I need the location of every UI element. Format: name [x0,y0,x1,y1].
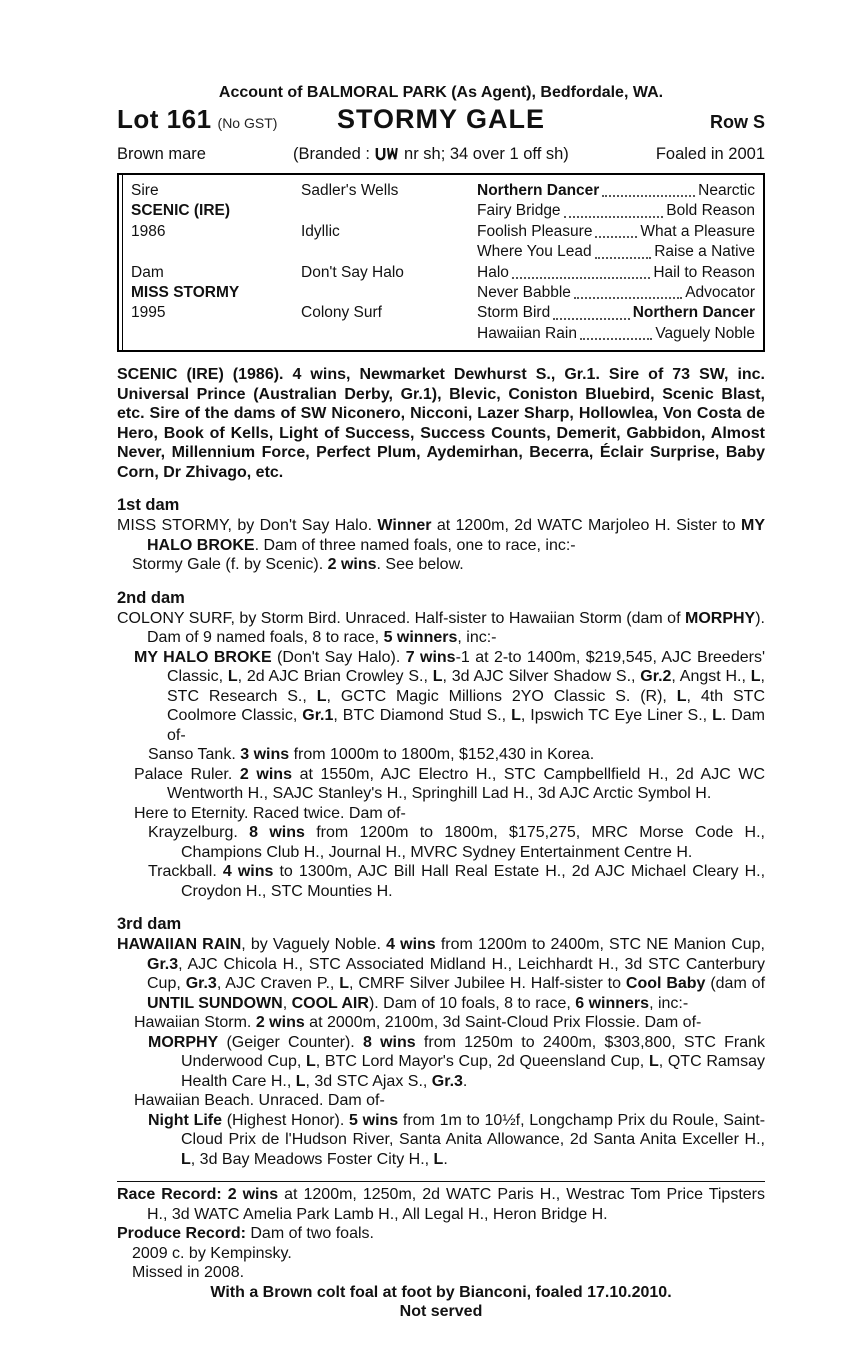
dot-leader [595,236,637,238]
brand-prefix: (Branded : [292,145,371,163]
page-content [117,84,765,1322]
paragraph: Hawaiian Storm. 2 wins at 2000m, 2100m, 3d Saint-Cloud Prix Flossie. Dam of- [134,1014,702,1032]
pedigree-cell: Hawaiian Rain Vaguely Noble [477,324,755,342]
pedigree-cell: 1995 [131,304,166,322]
dot-leader [564,216,664,218]
paragraph: Stormy Gale (f. by Scenic). 2 wins. See below. [132,556,464,574]
lot-row [117,105,765,137]
pedigree-cell [301,242,477,262]
pedigree-row [131,263,755,283]
gst-note: (No GST) [217,115,278,131]
pedigree-cell: Colony Surf [301,304,382,322]
pedigree-cell [131,242,301,262]
paragraph: Missed in 2008. [132,1264,245,1282]
pedigree-cell: MISS STORMY [131,284,240,302]
paragraph: Trackball. 4 wins to 1300m, AJC Bill Hall Real Estate H., 2d AJC Michael Cleary H., Croydon H., STC Mounties H. [148,863,766,900]
dam-section-3 [117,915,765,1169]
paragraph: MORPHY (Geiger Counter). 8 wins from 1250m to 2400m, $303,800, STC Frank Underwood Cup, L, BTC Lord Mayor's Cup, 2d Queensland Cup, L, QTC Ramsay Health Care H., L, 3d STC Ajax S., Gr.3. [148,1033,766,1090]
dam-section-1 [117,496,765,575]
dot-leader [574,297,682,299]
paragraph: HAWAIIAN RAIN, by Vaguely Noble. 4 wins from 1200m to 2400m, STC NE Manion Cup, Gr.3, AJC Chicola H., STC Associated Midland H., Leichhardt H., 3d STC Canterbury Cup, Gr.3, AJC Craven P., L, CMRF Silver Jubilee H. Half-sister to Cool Baby (dam of UNTIL SUNDOWN, COOL AIR). Dam of 10 foals, 8 to race, 6 winners, inc:- [117,936,766,1012]
pedigree-cell [301,283,477,303]
sire-summary: SCENIC (IRE) (1986). 4 wins, Newmarket Dewhurst S., Gr.1. Sire of 73 SW, inc. Universal Prince (Australian Derby, Gr.1), Blevic, Coniston Bluebird, Scenic Blast, etc. Sire of the dams of SW Niconero, Nicconi, Lazer Sharp, Hollowlea, Von Costa de Hero, Book of Kells, Light of Success, Success Counts, Demerit, Gabbidon, Almost Never, Millennium Force, Perfect Plum, Aydemirhan, Becerra, Éclair Surprise, Baby Corn, Dr Zhivago, etc. [117,366,765,481]
paragraph: Not served [399,1303,483,1321]
page-title: STORMY GALE [336,104,546,134]
dam-heading-1: 1st dam [117,496,180,515]
paragraph: Here to Eternity. Raced twice. Dam of- [134,804,406,822]
pedigree-rows [122,175,763,350]
pedigree-row [131,181,755,201]
pedigree-row [131,303,755,323]
paragraph: Night Life (Highest Honor). 5 wins from 1m to 10½f, Longchamp Prix du Roule, Saint-Cloud Prix de l'Hudson River, Santa Anita Allowance, 2d Santa Anita Exceller H., L, 3d Bay Meadows Foster City H., L. [148,1111,766,1168]
dot-leader [580,338,652,340]
pedigree-cell: SCENIC (IRE) [131,202,231,220]
pedigree-cell: Fairy Bridge Bold Reason [477,202,755,220]
dam-heading-3: 3rd dam [117,915,182,934]
pedigree-cell: Sadler's Wells [301,182,399,199]
record-block [117,1185,765,1322]
lot-number: Lot 161 [117,104,212,134]
dot-leader [512,277,650,279]
pedigree-cell: Sire [131,182,159,199]
dam-section-2 [117,589,765,902]
dot-leader [602,195,695,197]
pedigree-cell: Never Babble Advocator [477,284,755,302]
pedigree-cell: Where You Lead Raise a Native [477,243,755,261]
paragraph: Sanso Tank. 3 wins from 1000m to 1800m, $152,430 in Korea. [148,746,595,764]
paragraph: MISS STORMY, by Don't Say Halo. Winner at 1200m, 2d WATC Marjoleo H. Sister to MY HALO BROKE. Dam of three named foals, one to race, inc:- [117,517,766,554]
foaled-year: Foaled in 2001 [655,145,765,163]
pedigree-cell: 1986 [131,222,166,240]
pedigree-cell: Don't Say Halo [301,263,404,281]
dot-leader [553,318,629,320]
paragraph: 2009 c. by Kempinsky. [132,1244,292,1262]
pedigree-cell: Storm Bird Northern Dancer [477,304,755,322]
pedigree-cell: Idyllic [301,222,340,240]
pedigree-cell: Dam [131,263,164,281]
paragraph: Produce Record: Dam of two foals. [117,1225,374,1243]
pedigree-row [131,324,755,344]
pedigree-cell: Foolish Pleasure What a Pleasure [477,222,755,240]
horse-color-sex: Brown mare [117,145,206,163]
dam-heading-2: 2nd dam [117,588,185,607]
pedigree-table [117,173,765,352]
paragraph: Race Record: 2 wins at 1200m, 1250m, 2d WATC Paris H., Westrac Tom Price Tipsters H., 3d WATC Amelia Park Lamb H., All Legal H., Heron Bridge H. [117,1186,766,1223]
pedigree-cell [301,201,477,221]
brand-info [293,145,569,164]
horse-description-row [117,145,765,164]
pedigree-row [131,283,755,303]
row-label: Row S [709,112,765,132]
dot-leader [595,257,652,259]
paragraph: With a Brown colt foal at foot by Bianconi, foaled 17.10.2010. [210,1283,672,1301]
paragraph: Palace Ruler. 2 wins at 1550m, AJC Electro H., STC Campbellfield H., 2d AJC WC Wentworth H., SAJC Stanley's H., Springhill Lad H., 3d AJC Arctic Symbol H. [134,765,766,803]
pedigree-cell: Northern Dancer Nearctic [477,182,755,199]
pedigree-row [131,201,755,221]
dam-paragraphs-2 [117,609,765,902]
account-line: Account of BALMORAL PARK (As Agent), Bedfordale, WA. [218,84,664,101]
pedigree-cell: Halo Hail to Reason [477,263,755,281]
pedigree-cell [131,324,301,344]
pedigree-cell [301,324,477,344]
paragraph: COLONY SURF, by Storm Bird. Unraced. Half-sister to Hawaiian Storm (dam of MORPHY). Dam of 9 named foals, 8 to race, 5 winners, inc:- [117,609,765,647]
pedigree-row [131,222,755,242]
pedigree-row [131,242,755,262]
footer-divider [117,1181,765,1182]
brand-suffix: nr sh; 34 over 1 off sh) [404,145,569,163]
dam-paragraphs-3 [117,935,765,1169]
brand-mark-icon [375,146,399,163]
paragraph: Krayzelburg. 8 wins from 1200m to 1800m, $175,275, MRC Morse Code H., Champions Club H., Journal H., MVRC Sydney Entertainment Centre H. [148,824,766,861]
dam-paragraphs-1 [117,516,765,575]
paragraph: MY HALO BROKE (Don't Say Halo). 7 wins-1 at 2-to 1400m, $219,545, AJC Breeders' Classic, L, 2d AJC Brian Crowley S., L, 3d AJC Silver Shadow S., Gr.2, Angst H., L, STC Research S., L, GCTC Magic Millions 2YO Classic S. (R), L, 4th STC Coolmore Classic, Gr.1, BTC Diamond Stud S., L, Ipswich TC Eye Liner S., L. Dam of- [134,648,766,744]
paragraph: Hawaiian Beach. Unraced. Dam of- [134,1092,385,1110]
